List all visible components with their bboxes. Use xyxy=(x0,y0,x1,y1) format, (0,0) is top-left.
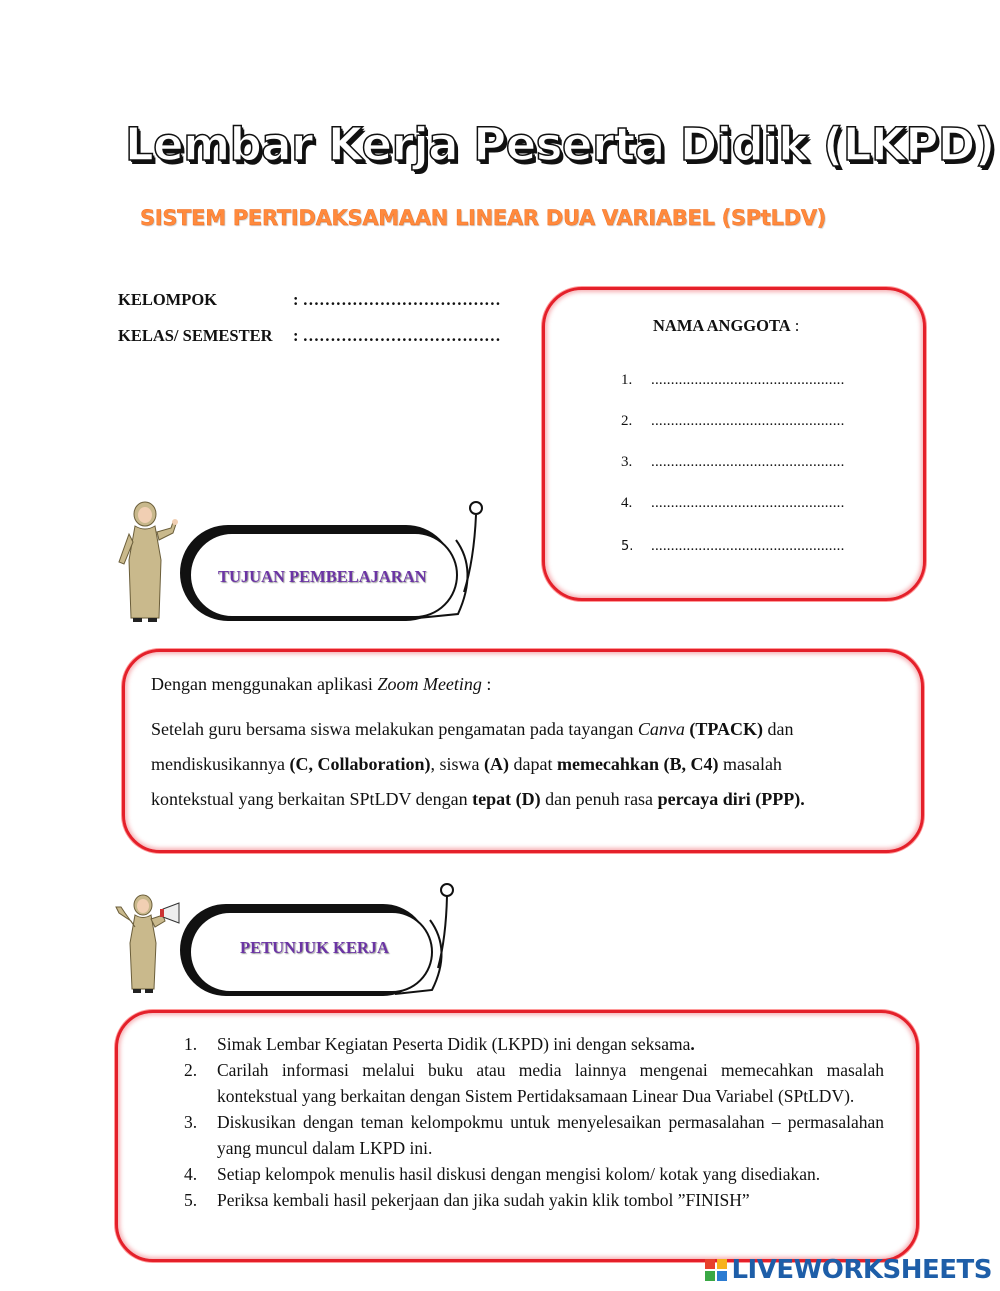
banner-connector-icon xyxy=(178,500,488,624)
tujuan-intro: Dengan menggunakan aplikasi Zoom Meeting : xyxy=(151,674,492,694)
petunjuk-banner-label: PETUNJUK KERJA xyxy=(240,938,389,957)
tujuan-line-3: kontekstual yang berkaitan SPtLDV dengan tepat (D) dan penuh rasa percaya diri (PPP). xyxy=(151,789,805,809)
member-line-3: 3. ................................................. xyxy=(621,454,845,470)
nama-anggota-title: NAMA ANGGOTA : xyxy=(653,316,800,335)
kelas-row xyxy=(118,326,501,346)
kelompok-row xyxy=(118,290,501,310)
nama-anggota-box xyxy=(542,287,926,601)
kelompok-label: KELOMPOK xyxy=(118,290,217,309)
page-title: Lembar Kerja Peserta Didik (LKPD) xyxy=(125,118,995,171)
kelas-label: KELAS/ SEMESTER xyxy=(118,326,273,345)
teacher-megaphone-illustration xyxy=(113,893,188,995)
kelas-value: : ……………………………… xyxy=(293,326,501,345)
petunjuk-banner xyxy=(180,880,465,1000)
petunjuk-item-3: 3. Diskusikan dengan teman kelompokmu untuk menyelesaikan permasalahan – permasalahan yang muncul dalam LKPD ini. xyxy=(184,1112,884,1158)
petunjuk-item-5: 5. Periksa kembali hasil pekerjaan dan jika sudah yakin klik tombol ”FINISH” xyxy=(184,1190,750,1210)
page-subtitle: SISTEM PERTIDAKSAMAAN LINEAR DUA VARIABEL (SPtLDV) xyxy=(140,206,827,230)
petunjuk-item-2: 2. Carilah informasi melalui buku atau media lainnya mengenai memecahkan masalah kontekstual yang berkaitan dengan Sistem Pertidaksamaan Linear Dua Variabel (SPtLDV). xyxy=(184,1060,884,1106)
tujuan-line-1: Setelah guru bersama siswa melakukan pengamatan pada tayangan Canva (TPACK) dan xyxy=(151,719,794,739)
tujuan-box xyxy=(122,649,924,853)
liveworksheets-logo-icon xyxy=(705,1259,727,1281)
member-line-2: 2. ................................................. xyxy=(621,413,845,429)
kelompok-value: : ……………………………… xyxy=(293,290,501,309)
petunjuk-item-1: 1. Simak Lembar Kegiatan Peserta Didik (LKPD) ini dengan seksama. xyxy=(184,1034,695,1054)
tujuan-banner xyxy=(178,500,488,624)
petunjuk-box xyxy=(115,1010,919,1262)
teacher-illustration xyxy=(115,500,180,625)
petunjuk-item-4: 4. Setiap kelompok menulis hasil diskusi dengan mengisi kolom/ kotak yang disediakan. xyxy=(184,1164,821,1184)
member-line-1: 1. ................................................. xyxy=(621,372,845,388)
tujuan-banner-label: TUJUAN PEMBELAJARAN xyxy=(218,567,427,586)
tujuan-line-2: mendiskusikannya (C, Collaboration), siswa (A) dapat memecahkan (B, C4) masalah xyxy=(151,754,782,774)
liveworksheets-wordmark: LIVEWORKSHEETS xyxy=(731,1255,992,1285)
liveworksheets-brand[interactable] xyxy=(705,1255,992,1285)
member-line-5: 5. ................................................. xyxy=(621,538,845,554)
member-line-4: 4. ................................................. xyxy=(621,495,845,511)
petunjuk-list xyxy=(184,1031,884,1213)
